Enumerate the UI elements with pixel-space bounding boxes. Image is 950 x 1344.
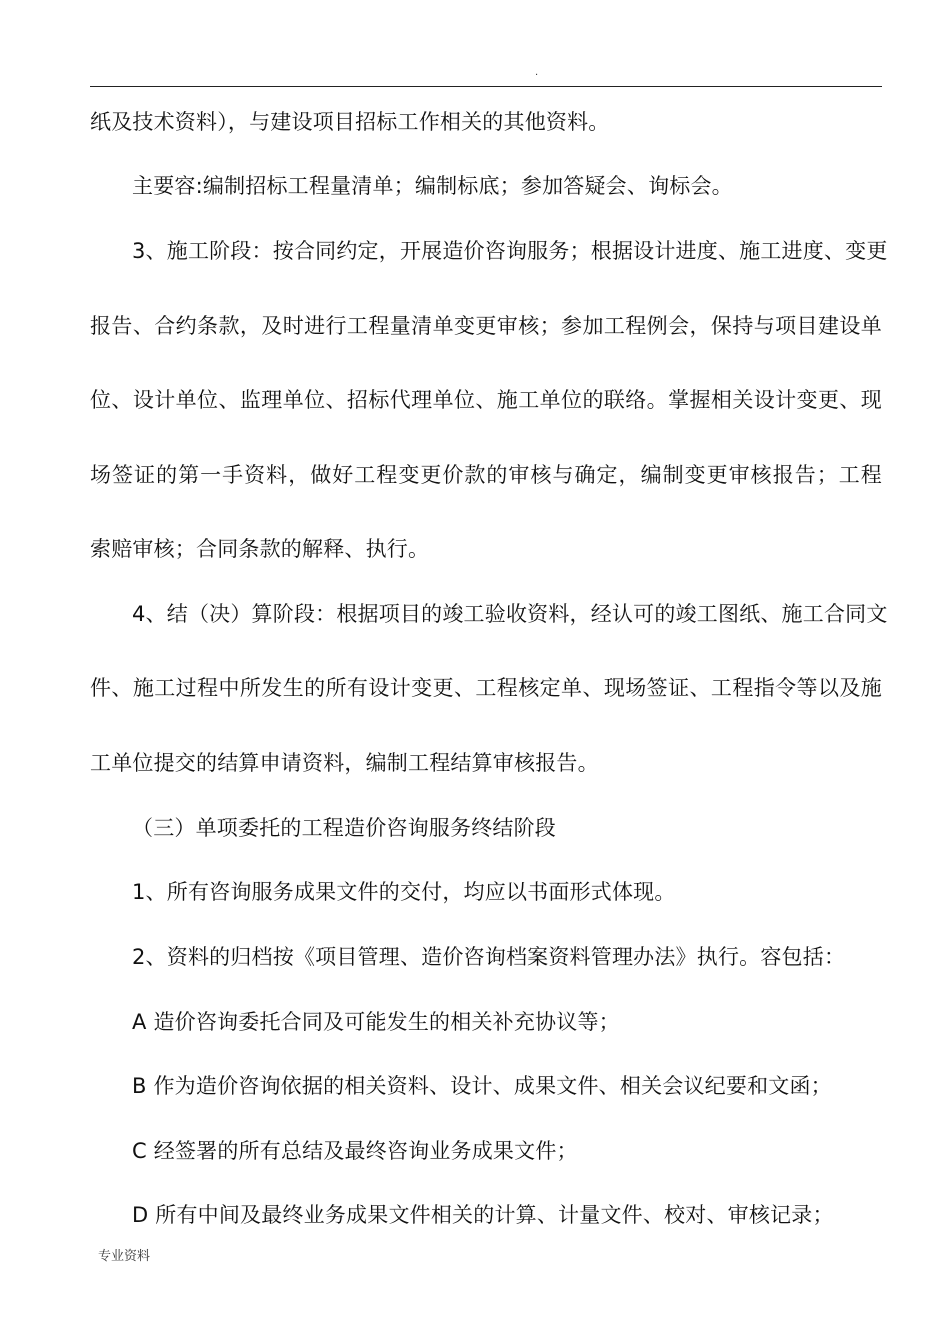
paragraph-line: 主要容:编制招标工程量清单；编制标底；参加答疑会、询标会。 [132, 174, 733, 198]
paragraph-line: 1、所有咨询服务成果文件的交付，均应以书面形式体现。 [132, 880, 676, 904]
list-item: A 造价咨询委托合同及可能发生的相关补充协议等； [132, 1010, 620, 1034]
paragraph-line: 位、设计单位、监理单位、招标代理单位、施工单位的联络。掌握相关设计变更、现 [90, 388, 882, 412]
list-item: D 所有中间及最终业务成果文件相关的计算、计量文件、校对、审核记录； [132, 1203, 834, 1227]
header-mark: . [535, 67, 539, 78]
paragraph-line: 件、施工过程中所发生的所有设计变更、工程核定单、现场签证、工程指令等以及施 [90, 676, 882, 700]
paragraph-line: 工单位提交的结算申请资料，编制工程结算审核报告。 [90, 751, 599, 775]
paragraph-line: 报告、合约条款，及时进行工程量清单变更审核；参加工程例会，保持与项目建设单 [90, 314, 882, 338]
paragraph-line: 场签证的第一手资料，做好工程变更价款的审核与确定，编制变更审核报告；工程 [90, 463, 882, 487]
section-heading: （三）单项委托的工程造价咨询服务终结阶段 [132, 816, 556, 840]
header-rule [90, 86, 882, 87]
list-item: C 经签署的所有总结及最终咨询业务成果文件； [132, 1139, 578, 1163]
paragraph-line: 2、资料的归档按《项目管理、造价咨询档案资料管理办法》执行。容包括： [132, 945, 846, 969]
paragraph-line: 纸及技术资料），与建设项目招标工作相关的其他资料。 [90, 110, 610, 134]
paragraph-line: 4、结（决）算阶段：根据项目的竣工验收资料，经认可的竣工图纸、施工合同文 [132, 602, 888, 626]
list-item: B 作为造价咨询依据的相关资料、设计、成果文件、相关会议纪要和文函； [132, 1074, 832, 1098]
paragraph-line: 3、施工阶段：按合同约定，开展造价咨询服务；根据设计进度、施工进度、变更 [132, 239, 888, 263]
footer-label: 专业资料 [98, 1249, 151, 1264]
paragraph-line: 索赔审核；合同条款的解释、执行。 [90, 537, 430, 561]
